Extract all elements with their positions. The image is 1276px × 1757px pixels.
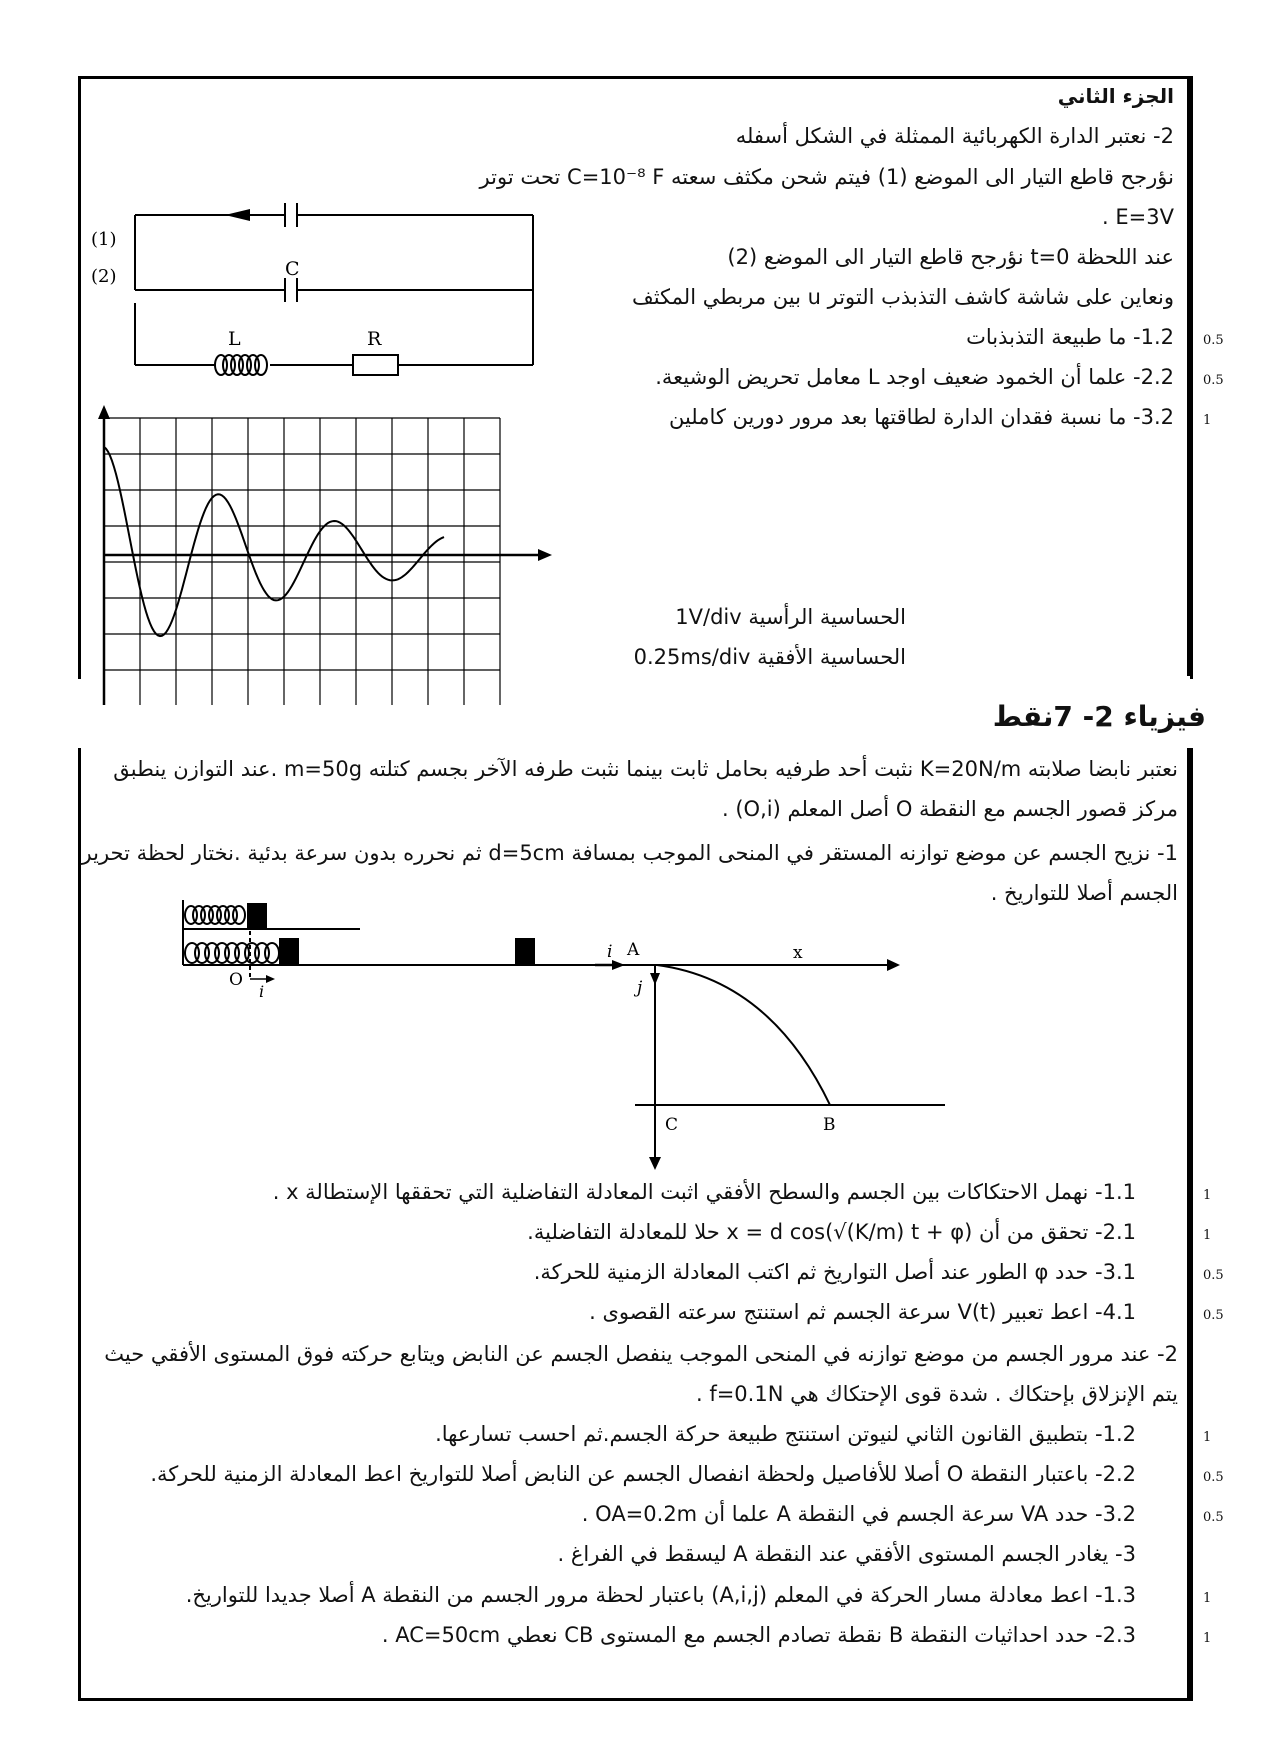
- oscilloscope-screen: [92, 405, 567, 705]
- spring-top: [185, 906, 245, 924]
- part2-line1: نؤرجح قاطع التيار الى الموضع (1) فيتم شحن مكثف سعته C=10⁻⁸ F تحت توتر: [479, 165, 1174, 189]
- time-axis-arrow-icon: [538, 549, 552, 561]
- mass-free: [515, 938, 535, 965]
- mass-top: [247, 903, 267, 929]
- score-2-2: 0.5: [1203, 373, 1224, 388]
- y-axis-arrow-icon: [649, 1157, 661, 1170]
- mass-displaced: [279, 938, 299, 965]
- question-item: 3- يغادر الجسم المستوى الأفقي عند النقطة A ليسقط في الفراغ .: [557, 1542, 1136, 1566]
- question-item: 1.3- اعط معادلة مسار الحركة في المعلم (A,i,j) باعتبار لحظة مرور الجسم من النقطة A أصلا جديدا للتواريخ.: [185, 1583, 1136, 1607]
- question-score: 0.5: [1203, 1470, 1224, 1485]
- question-score: 0.5: [1203, 1308, 1224, 1323]
- circuit-diagram: [85, 195, 545, 390]
- score-3-2: 1: [1203, 413, 1212, 428]
- part2-line3: عند اللحظة t=0 نؤرجح قاطع التيار الى الموضع (2): [727, 245, 1174, 269]
- question-score: 1: [1203, 1631, 1212, 1646]
- score-1-2: 0.5: [1203, 333, 1224, 348]
- question-score: 1: [1203, 1228, 1212, 1243]
- j-vector-arrow-icon: [650, 973, 660, 985]
- spring-bottom: [185, 943, 279, 963]
- question-item: 2.1- تحقق من أن x = d cos(√(K/m) t + φ) حلا للمعادلة التفاضلية.: [527, 1220, 1136, 1244]
- question-item: 1.1- نهمل الاحتكاكات بين الجسم والسطح الأفقي اثبت المعادلة التفاضلية التي تحققها الإستطالة x .: [272, 1180, 1136, 1204]
- question-item: يتم الإنزلاق بإحتكاك . شدة قوى الإحتكاك هي f=0.1N .: [695, 1382, 1178, 1406]
- question-score: 1: [1203, 1591, 1212, 1606]
- x-axis-label: x: [793, 943, 803, 963]
- part2-line2: . E=3V: [1102, 205, 1174, 229]
- physics2-para3: 1- نزيح الجسم عن موضع توازنه المستقر في المنحى الموجب بمسافة d=5cm ثم نحرره بدون سرعة بدئية .نختار لحظة تحرير: [81, 841, 1178, 865]
- point-B-label: B: [823, 1115, 836, 1135]
- question-item: 2.2- باعتبار النقطة O أصلا للأفاصيل ولحظة انفصال الجسم عن النابض أصلا للتواريخ اعط المعادلة الزمنية للحركة.: [150, 1462, 1136, 1486]
- sensitivity-vertical: الحساسية الرأسية 1V/div: [675, 605, 906, 629]
- vector-j-label: j: [637, 978, 643, 998]
- current-arrow-icon: [225, 209, 250, 221]
- capacitor-label: C: [285, 258, 300, 280]
- physics2-title: فيزياء 2- 7نقط: [992, 700, 1206, 733]
- resistor-label: R: [367, 328, 382, 350]
- question-item: 3.2- حدد VA سرعة الجسم في النقطة A علما أن OA=0.2m .: [581, 1502, 1136, 1526]
- part2-heading: الجزء الثاني: [1057, 84, 1174, 108]
- physics2-para2: مركز قصور الجسم مع النقطة O أصل المعلم (O,i) .: [722, 797, 1178, 821]
- origin-vector-i-label: i: [259, 982, 265, 1001]
- inductor-label: L: [228, 328, 241, 350]
- question-item: 1.2- بتطبيق القانون الثاني لنيوتن استنتج طبيعة حركة الجسم.ثم احسب تسارعها.: [435, 1422, 1136, 1446]
- part2-divider: [1187, 76, 1191, 676]
- point-O-label: O: [229, 970, 243, 990]
- physics2-divider: [1187, 748, 1191, 1701]
- vector-i-label: i: [607, 942, 613, 962]
- point-A-label: A: [627, 940, 640, 960]
- damped-oscillation-curve: [104, 447, 444, 636]
- x-axis-arrow-icon: [887, 959, 900, 971]
- switch-position-2: (2): [91, 266, 117, 287]
- question-3-2: 3.2- ما نسبة فقدان الدارة لطاقتها بعد مرور دورين كاملين: [668, 405, 1174, 429]
- vertical-axis-arrow-icon: [98, 405, 110, 419]
- question-2-2: 2.2- علما أن الخمود ضعيف اوجد L معامل تحريض الوشيعة.: [655, 365, 1174, 389]
- question-item: 2.3- حدد احداثيات النقطة B نقطة تصادم الجسم مع المستوى CB نعطي AC=50cm .: [381, 1623, 1136, 1647]
- point-C-label: C: [665, 1115, 679, 1135]
- sensitivity-horizontal: الحساسية الأفقية 0.25ms/div: [633, 645, 906, 669]
- question-item: 4.1- اعط تعبير V(t) سرعة الجسم ثم استنتج سرعته القصوى .: [589, 1300, 1136, 1324]
- part2-intro: 2- نعتبر الدارة الكهربائية الممثلة في الشكل أسفله: [735, 124, 1174, 148]
- physics2-para4: الجسم أصلا للتواريخ .: [990, 881, 1178, 905]
- physics2-para1: نعتبر نابضا صلابته K=20N/m نثبت أحد طرفيه بحامل ثابت بينما نثبت طرفه الآخر بجسم كتلته m=50g .عند التوازن ينطبق: [113, 757, 1178, 781]
- question-item: 2- عند مرور الجسم من موضع توازنه في المنحى الموجب ينفصل الجسم عن النابض ويتابع حركته فوق المستوى الأفقي حيث: [104, 1342, 1178, 1366]
- o-i-vector-arrow-icon: [266, 975, 275, 983]
- question-score: 1: [1203, 1188, 1212, 1203]
- question-1-2: 1.2- ما طبيعة التذبذبات: [966, 325, 1174, 349]
- question-score: 0.5: [1203, 1268, 1224, 1283]
- part2-line4: ونعاين على شاشة كاشف التذبذب التوتر u بين مربطي المكثف: [631, 285, 1174, 309]
- inductor-coil: [215, 355, 267, 375]
- question-item: 3.1- حدد φ الطور عند أصل التواريخ ثم اكتب المعادلة الزمنية للحركة.: [533, 1260, 1136, 1284]
- question-score: 1: [1203, 1430, 1212, 1445]
- spring-trajectory-figure: [175, 895, 955, 1170]
- switch-position-1: (1): [91, 229, 117, 250]
- question-score: 0.5: [1203, 1510, 1224, 1525]
